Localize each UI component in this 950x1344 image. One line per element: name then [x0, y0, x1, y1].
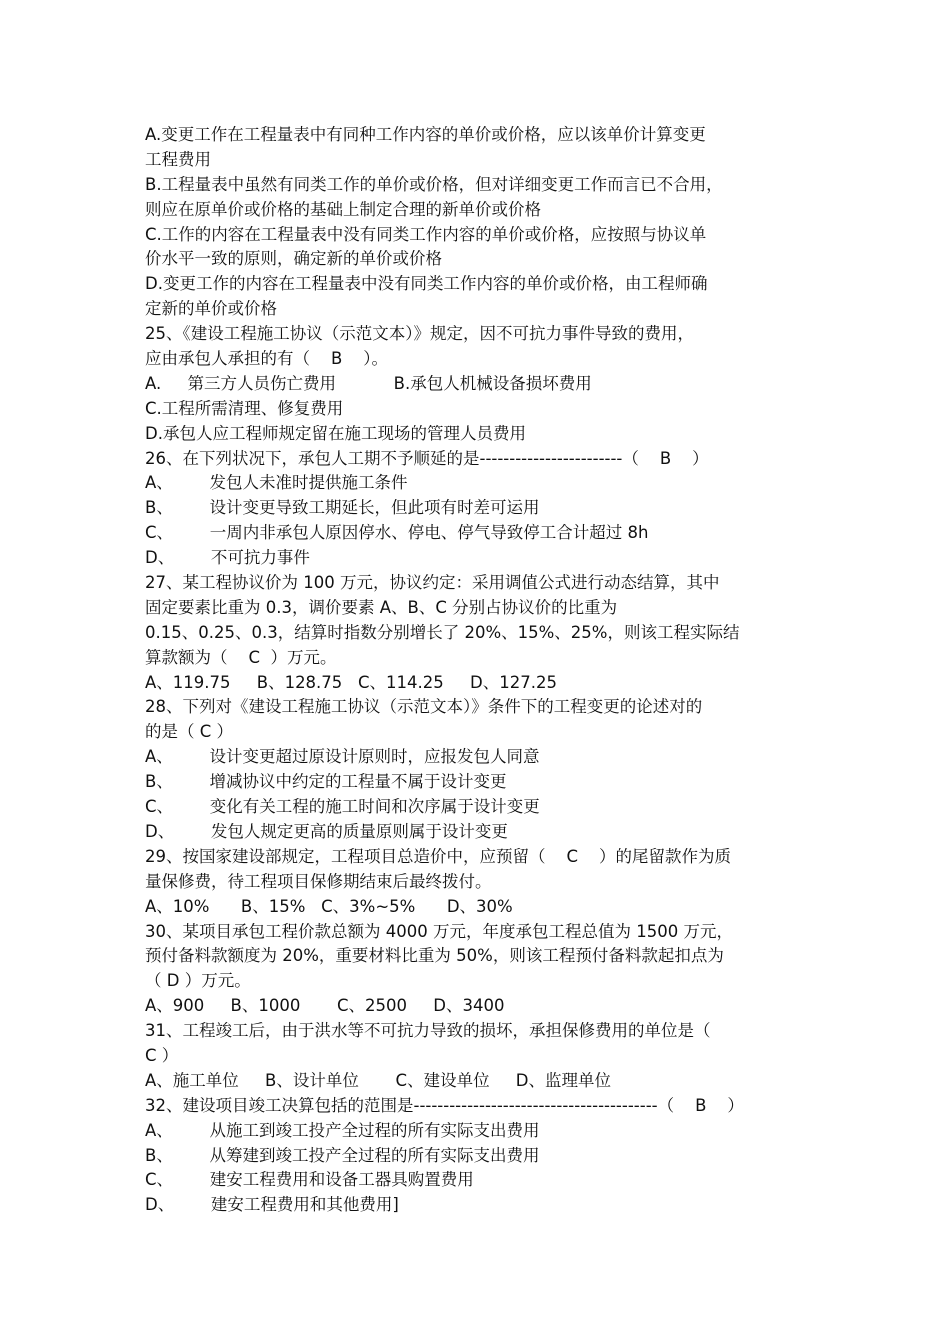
text-line: D.变更工作的内容在工程量表中没有同类工作内容的单价或价格，由工程师确: [145, 274, 708, 294]
question-31: 31、工程竣工后，由于洪水等不可抗力导致的损坏，承担保修费用的单位是（: [145, 1021, 711, 1041]
option-line: B、 从筹建到竣工投产全过程的所有实际支出费用: [145, 1145, 540, 1165]
text-line: 定新的单价或价格: [145, 299, 277, 319]
option-line: A、施工单位 B、设计单位 C、建设单位 D、监理单位: [145, 1070, 611, 1090]
option-line: A、10% B、15% C、3%~5% D、30%: [145, 896, 513, 916]
text-line: 则应在原单价或价格的基础上制定合理的新单价或价格: [145, 199, 541, 219]
text-line: 的是（ C ）: [145, 722, 234, 742]
option-line: A、 发包人未准时提供施工条件: [145, 473, 408, 493]
text-line: B.工程量表中虽然有同类工作的单价或价格，但对详细变更工作而言已不合用，: [145, 174, 723, 194]
document-page: [145, 123, 815, 1218]
option-line: D、 不可抗力事件: [145, 548, 310, 568]
option-line: A. 第三方人员伤亡费用 B.承包人机械设备损坏费用: [145, 373, 592, 393]
text-line: 价水平一致的原则，确定新的单价或价格: [145, 249, 442, 269]
text-line: C ）: [145, 1045, 179, 1065]
option-line: A、900 B、1000 C、2500 D、3400: [145, 996, 505, 1016]
question-29: 29、按国家建设部规定，工程项目总造价中，应预留（ C ）的尾留款作为质: [145, 846, 731, 866]
option-line: D、 建安工程费用和其他费用]: [145, 1195, 399, 1215]
option-line: B、 设计变更导致工期延长，但此项有时差可运用: [145, 498, 540, 518]
text-line: 预付备料款额度为 20%，重要材料比重为 50%，则该工程预付备料款起扣点为: [145, 946, 724, 966]
option-line: A、 从施工到竣工投产全过程的所有实际支出费用: [145, 1120, 540, 1140]
text-line: 0.15、0.25、0.3，结算时指数分别增长了 20%、15%、25%，则该工程实际结: [145, 622, 740, 642]
text-line: 量保修费，待工程项目保修期结束后最终拨付。: [145, 871, 492, 891]
option-line: D.承包人应工程师规定留在施工现场的管理人员费用: [145, 423, 526, 443]
option-line: A、 设计变更超过原设计原则时，应报发包人同意: [145, 747, 540, 767]
text-line: 工程费用: [145, 149, 211, 169]
text-line: A.变更工作在工程量表中有同种工作内容的单价或价格，应以该单价计算变更: [145, 125, 706, 144]
text-line: 应由承包人承担的有（ B ）。: [145, 349, 389, 369]
text-line: 算款额为（ C ）万元。: [145, 647, 337, 667]
text-line: 固定要素比重为 0.3，调价要素 A、B、C 分别占协议价的比重为: [145, 597, 618, 617]
option-line: B、 增减协议中约定的工程量不属于设计变更: [145, 772, 507, 792]
question-32: 32、建设项目竣工决算包括的范围是-----------------------------------------（ B ）: [145, 1095, 744, 1115]
option-line: C、 变化有关工程的施工时间和次序属于设计变更: [145, 797, 540, 817]
question-26: 26、在下列状况下，承包人工期不予顺延的是------------------------（ B ）: [145, 448, 709, 468]
question-27: 27、某工程协议价为 100 万元，协议约定：采用调值公式进行动态结算，其中: [145, 573, 720, 593]
text-line: （ D ）万元。: [145, 971, 251, 991]
option-line: C、 一周内非承包人原因停水、停电、停气导致停工合计超过 8h: [145, 523, 649, 543]
option-line: C.工程所需清理、修复费用: [145, 398, 344, 418]
question-30: 30、某项目承包工程价款总额为 4000 万元，年度承包工程总值为 1500 万元，: [145, 921, 733, 941]
text-line: C.工作的内容在工程量表中没有同类工作内容的单价或价格，应按照与协议单: [145, 224, 707, 244]
option-line: C、 建安工程费用和设备工器具购置费用: [145, 1170, 474, 1190]
option-line: A、119.75 B、128.75 C、114.25 D、127.25: [145, 672, 557, 692]
option-line: D、 发包人规定更高的质量原则属于设计变更: [145, 821, 508, 841]
question-25: 25、《建设工程施工协议（示范文本）》规定，因不可抗力事件导致的费用，: [145, 324, 694, 344]
question-28: 28、下列对《建设工程施工协议（示范文本）》条件下的工程变更的论述对的: [145, 697, 703, 717]
